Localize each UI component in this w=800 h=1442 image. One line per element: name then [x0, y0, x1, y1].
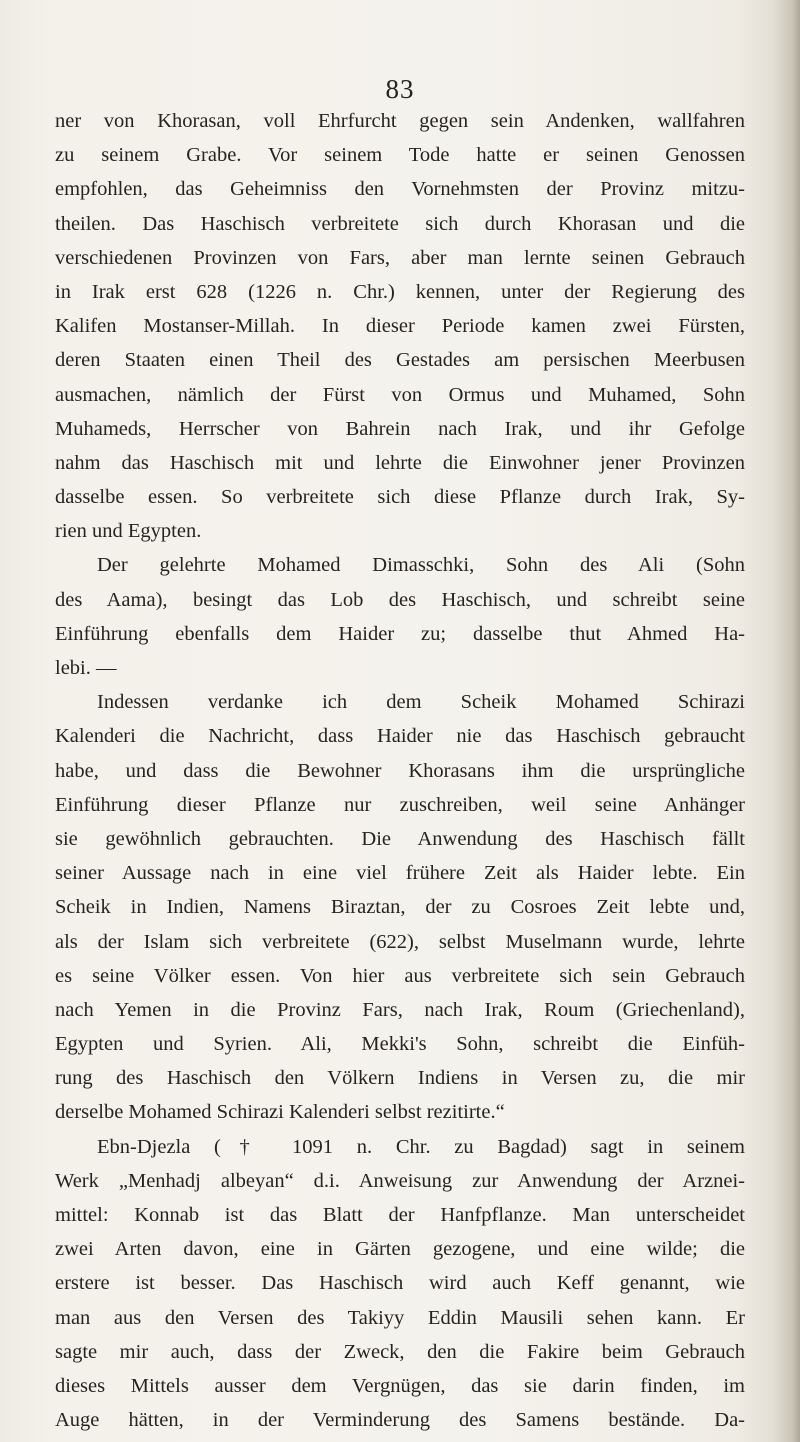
text-line: Der gelehrte Mohamed Dimasschki, Sohn des Ali (Sohn [97, 554, 745, 577]
text-line: empfohlen, das Geheimniss den Vornehmsten der Provinz mitzu- [55, 178, 745, 201]
text-line: Indessen verdanke ich dem Scheik Mohamed Schirazi [97, 691, 745, 714]
text-line: Egypten und Syrien. Ali, Mekki's Sohn, schreibt die Einfüh- [55, 1033, 745, 1056]
text-line: derselbe Mohamed Schirazi Kalenderi selbst rezitirte.“ [55, 1101, 505, 1124]
text-line: deren Staaten einen Theil des Gestades am persischen Meerbusen [55, 349, 745, 372]
page-number: 83 [385, 74, 415, 104]
text-line: rung des Haschisch den Völkern Indiens in Versen zu, die mir [55, 1067, 745, 1090]
body-text [55, 104, 745, 1437]
text-line: Kalifen Mostanser-Millah. In dieser Periode kamen zwei Fürsten, [55, 315, 745, 338]
text-line: zwei Arten davon, eine in Gärten gezogene, und eine wilde; die [55, 1238, 745, 1261]
text-line: theilen. Das Haschisch verbreitete sich durch Khorasan und die [55, 212, 745, 235]
text-line: Kalenderi die Nachricht, dass Haider nie das Haschisch gebraucht [55, 725, 745, 748]
text-line: mittel: Konnab ist das Blatt der Hanfpflanze. Man unterscheidet [55, 1204, 745, 1226]
text-line: rien und Egypten. [55, 520, 202, 543]
text-line: Werk „Menhadj albeyan“ d.i. Anweisung zur Anwendung der Arznei- [55, 1169, 745, 1192]
text-line: zu seinem Grabe. Vor seinem Tode hatte er seinen Genossen [55, 144, 745, 167]
text-line: ner von Khorasan, voll Ehrfurcht gegen sein Andenken, wallfahren [55, 110, 745, 132]
text-line: erstere ist besser. Das Haschisch wird auch Keff genannt, wie [55, 1272, 745, 1295]
text-line: es seine Völker essen. Von hier aus verbreitete sich sein Gebrauch [55, 964, 745, 987]
text-line: Einführung ebenfalls dem Haider zu; dasselbe thut Ahmed Ha- [55, 622, 745, 645]
text-line: man aus den Versen des Takiyy Eddin Mausili sehen kann. Er [55, 1306, 745, 1329]
text-line: in Irak erst 628 (1226 n. Chr.) kennen, unter der Regierung des [55, 280, 745, 303]
text-line: Einführung dieser Pflanze nur zuschreiben, weil seine Anhänger [55, 793, 745, 816]
text-line: sie gewöhnlich gebrauchten. Die Anwendung des Haschisch fällt [55, 827, 745, 850]
text-line: lebi. — [55, 657, 117, 679]
text-line: Muhameds, Herrscher von Bahrein nach Irak, und ihr Gefolge [55, 417, 745, 440]
text-line: sagte mir auch, dass der Zweck, den die Fakire beim Gebrauch [55, 1340, 745, 1363]
text-line: dasselbe essen. So verbreitete sich diese Pflanze durch Irak, Sy- [55, 486, 745, 509]
text-line: ausmachen, nämlich der Fürst von Ormus und Muhamed, Sohn [55, 383, 745, 406]
text-line: Scheik in Indien, Namens Biraztan, der zu Cosroes Zeit lebte und, [55, 896, 745, 919]
text-line: Auge hätten, in der Verminderung des Samens bestände. Da- [55, 1409, 745, 1432]
text-line: Ebn-Djezla († 1091 n. Chr. zu Bagdad) sagt in seinem [97, 1135, 745, 1158]
text-line: dieses Mittels ausser dem Vergnügen, das sie darin finden, im [55, 1374, 745, 1397]
text-line: seiner Aussage nach in eine viel frühere Zeit als Haider lebte. Ein [55, 862, 745, 885]
text-line: nahm das Haschisch mit und lehrte die Einwohner jener Provinzen [55, 451, 745, 474]
text-line: habe, und dass die Bewohner Khorasans ihm die ursprüngliche [55, 759, 745, 782]
text-line: nach Yemen in die Provinz Fars, nach Irak, Roum (Griechenland), [55, 998, 745, 1021]
text-line: des Aama), besingt das Lob des Haschisch, und schreibt seine [55, 588, 745, 611]
text-line: verschiedenen Provinzen von Fars, aber man lernte seinen Gebrauch [55, 246, 745, 269]
text-line: als der Islam sich verbreitete (622), selbst Muselmann wurde, lehrte [55, 930, 745, 953]
page-edge-shadow [774, 0, 800, 1442]
